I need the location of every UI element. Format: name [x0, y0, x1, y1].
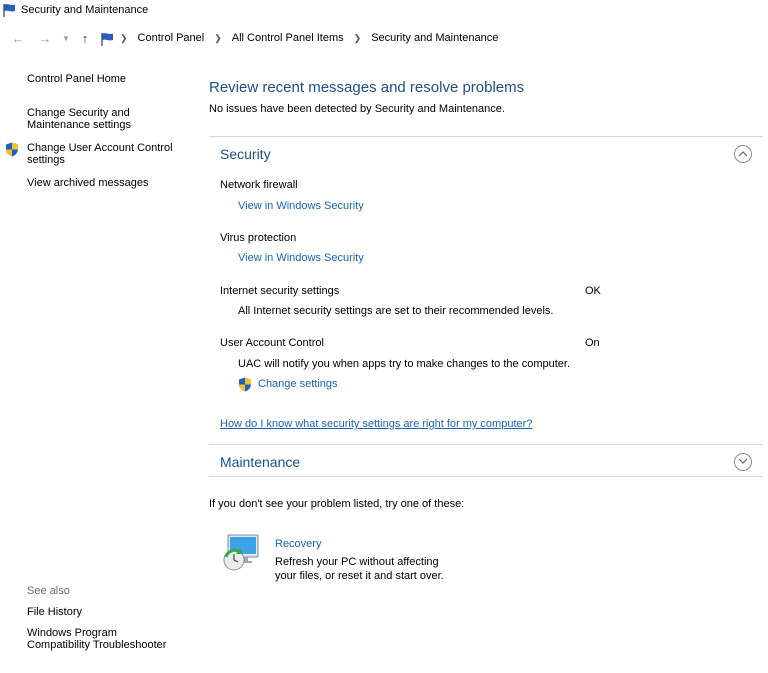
- sidebar-item-view-archived-messages[interactable]: View archived messages: [27, 177, 149, 189]
- sidebar-item-label: Compatibility Troubleshooter: [27, 639, 167, 651]
- up-arrow-icon[interactable]: ↑: [81, 31, 89, 46]
- section-divider: [209, 136, 763, 137]
- window-title: Security and Maintenance: [21, 4, 149, 16]
- suggestions-intro: If you don't see your problem listed, try one of these:: [209, 498, 465, 510]
- sidebar-item-compatibility-troubleshooter[interactable]: [27, 627, 166, 651]
- recovery-description: your files, or reset it and start over.: [275, 570, 444, 582]
- address-bar: [0, 28, 768, 52]
- uac-shield-icon: [5, 142, 19, 160]
- page-subtitle: No issues have been detected by Security and Maintenance.: [209, 103, 505, 115]
- breadcrumb-control-panel[interactable]: Control Panel: [137, 32, 205, 44]
- flag-icon: [2, 3, 18, 20]
- sidebar-item-change-security-settings[interactable]: [27, 107, 131, 131]
- forward-arrow-icon[interactable]: →: [38, 31, 52, 46]
- sidebar-item-control-panel-home[interactable]: Control Panel Home: [27, 73, 127, 85]
- uac-description: UAC will notify you when apps try to make changes to the computer.: [238, 358, 570, 370]
- section-divider: [209, 444, 763, 445]
- virus-protection-label: Virus protection: [220, 232, 297, 244]
- back-arrow-icon[interactable]: ←: [11, 31, 25, 46]
- title-bar: [0, 0, 768, 24]
- breadcrumb-separator-icon[interactable]: ❯: [353, 32, 362, 43]
- sidebar-item-label: Windows Program: [27, 627, 117, 639]
- location-flag-icon: [100, 32, 116, 49]
- uac-change-settings-link[interactable]: Change settings: [258, 378, 338, 390]
- security-help-link[interactable]: How do I know what security settings are right for my computer?: [220, 418, 533, 430]
- internet-security-status: OK: [585, 285, 601, 297]
- sidebar-item-label: Maintenance settings: [27, 119, 131, 131]
- maintenance-section-heading[interactable]: Maintenance: [220, 454, 301, 470]
- section-divider: [209, 476, 763, 477]
- virus-view-link[interactable]: View in Windows Security: [238, 252, 364, 264]
- uac-shield-icon: [238, 377, 252, 395]
- see-also-heading: See also: [27, 585, 70, 597]
- breadcrumb: [120, 32, 498, 44]
- breadcrumb-security-maintenance[interactable]: Security and Maintenance: [371, 32, 499, 44]
- internet-security-description: All Internet security settings are set to their recommended levels.: [238, 305, 554, 317]
- sidebar-item-file-history[interactable]: File History: [27, 606, 83, 618]
- network-firewall-label: Network firewall: [220, 179, 298, 191]
- recovery-icon[interactable]: [220, 533, 262, 576]
- collapse-chevron-up-icon[interactable]: [734, 145, 752, 163]
- recovery-description: Refresh your PC without affecting: [275, 556, 439, 568]
- recent-locations-chevron-icon[interactable]: ▼: [62, 34, 70, 43]
- internet-security-label: Internet security settings: [220, 285, 340, 297]
- breadcrumb-separator-icon[interactable]: ❯: [120, 32, 128, 43]
- sidebar-item-label: Change User Account Control: [27, 142, 173, 154]
- page-title: Review recent messages and resolve problems: [209, 79, 525, 96]
- breadcrumb-all-items[interactable]: All Control Panel Items: [231, 32, 344, 44]
- security-section-heading[interactable]: Security: [220, 146, 271, 162]
- sidebar-item-change-uac-settings[interactable]: [27, 142, 173, 166]
- firewall-view-link[interactable]: View in Windows Security: [238, 200, 364, 212]
- breadcrumb-separator-icon[interactable]: ❯: [214, 32, 222, 43]
- expand-chevron-down-icon[interactable]: [734, 453, 752, 471]
- uac-status: On: [585, 337, 600, 349]
- uac-label: User Account Control: [220, 337, 324, 349]
- recovery-link[interactable]: Recovery: [275, 538, 322, 550]
- sidebar-item-label: settings: [27, 154, 65, 166]
- sidebar-item-label: Change Security and: [27, 107, 130, 119]
